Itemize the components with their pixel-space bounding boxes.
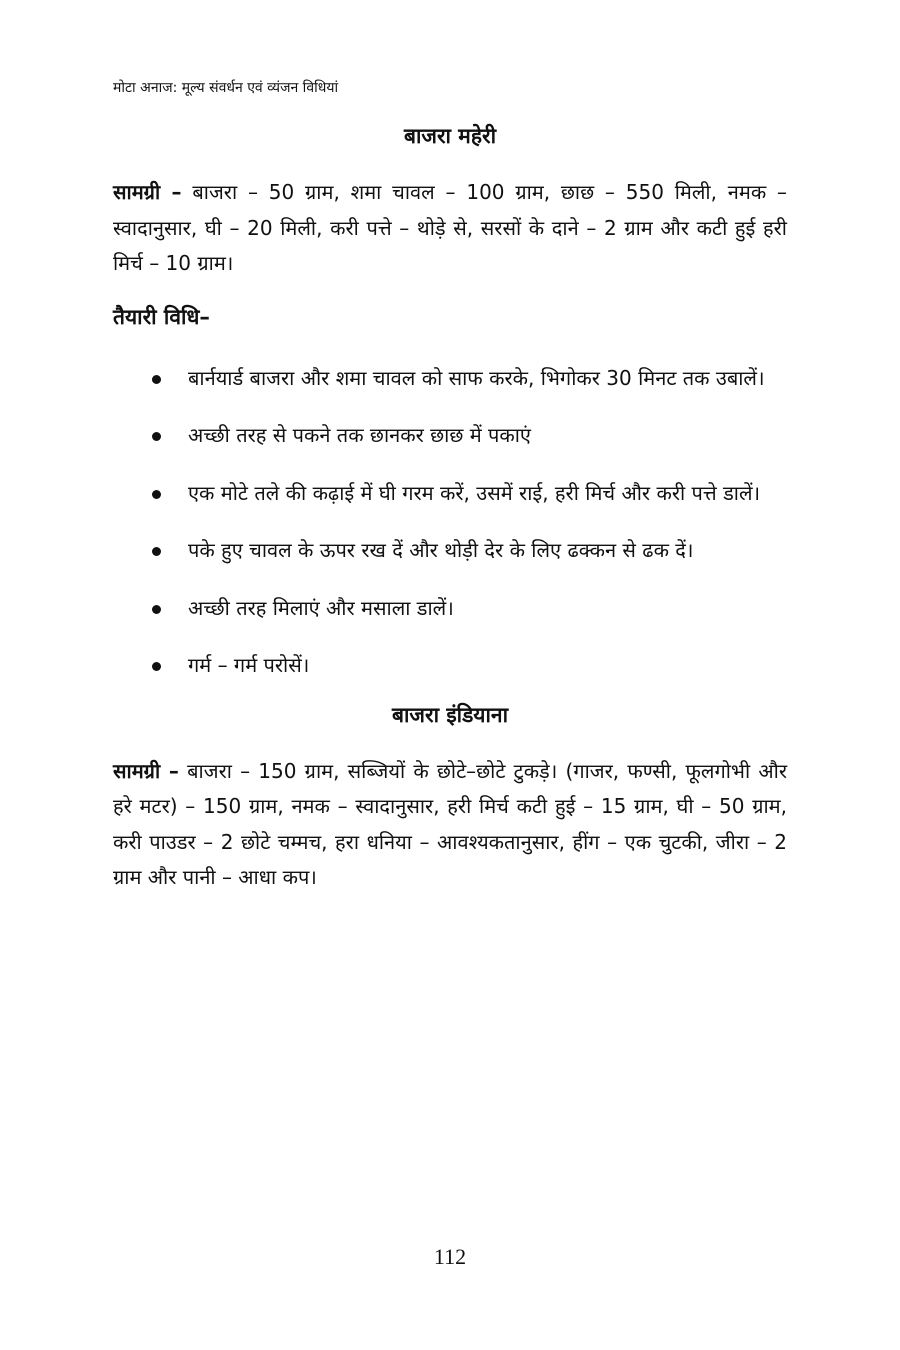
- list-item: [113, 418, 787, 454]
- recipe-title-bajra-maheri: बाजरा महेरी: [403, 124, 497, 148]
- ingredients-label: सामग्री –: [113, 180, 182, 204]
- step-text: बार्नयार्ड बाजरा और शमा चावल को साफ करके, भिगोकर 30 मिनट तक उबालें।: [188, 365, 765, 390]
- step-text: एक मोटे तले की कढ़ाई में घी गरम करें, उसमें राई, हरी मिर्च और करी पत्ते डालें।: [188, 480, 761, 505]
- list-item: [113, 533, 787, 569]
- list-item: [113, 361, 787, 397]
- step-text: पके हुए चावल के ऊपर रख दें और थोड़ी देर के लिए ढक्कन से ढक दें।: [188, 538, 694, 562]
- bullet-icon: [152, 375, 161, 384]
- step-text: गर्म – गर्म परोसें।: [188, 653, 310, 677]
- running-header: मोटा अनाज: मूल्य संवर्धन एवं व्यंजन विधियां: [113, 80, 339, 96]
- bullet-icon: [152, 547, 161, 556]
- page-content: [113, 118, 787, 896]
- step-text: अच्छी तरह मिलाएं और मसाला डालें।: [188, 595, 454, 620]
- page-number: 112: [433, 1244, 467, 1269]
- list-item: [113, 591, 787, 627]
- bullet-icon: [152, 490, 161, 499]
- bullet-icon: [152, 662, 161, 671]
- bullet-icon: [152, 432, 161, 441]
- steps-list: [113, 361, 787, 684]
- bullet-icon: [152, 605, 161, 614]
- recipe-title-bajra-indiana: बाजरा इंडियाना: [391, 702, 509, 727]
- ingredients-text: बाजरा – 50 ग्राम, शमा चावल – 100 ग्राम, छाछ – 550 मिली, नमक – स्वादानुसार, घी – 20 मिली, करी पत्ते – थोड़े से, सरसों के दाने – 2 ग्राम और कटी हुई हरी मिर्च – 10 ग्राम।: [113, 180, 787, 275]
- step-text: अच्छी तरह से पकने तक छानकर छाछ में पकाएं: [188, 423, 531, 447]
- ingredients-text: बाजरा – 150 ग्राम, सब्जियों के छोटे–छोटे टुकड़े। (गाजर, फण्सी, फूलगोभी और हरे मटर) – 150 ग्राम, नमक – स्वादानुसार, हरी मिर्च कटी हुई – 15 ग्राम, घी – 50 ग्राम, करी पाउडर – 2 छोटे चम्मच, हरा धनिया – आवश्यकतानुसार, हींग – एक चुटकी, जीरा – 2 ग्राम और पानी – आधा कप।: [113, 758, 787, 889]
- ingredients-label: सामग्री –: [113, 758, 179, 783]
- method-heading: तैयारी विधि–: [113, 304, 210, 329]
- list-item: [113, 648, 787, 684]
- ingredients-paragraph-1: [113, 175, 787, 282]
- ingredients-paragraph-2: [113, 754, 787, 896]
- list-item: [113, 476, 787, 512]
